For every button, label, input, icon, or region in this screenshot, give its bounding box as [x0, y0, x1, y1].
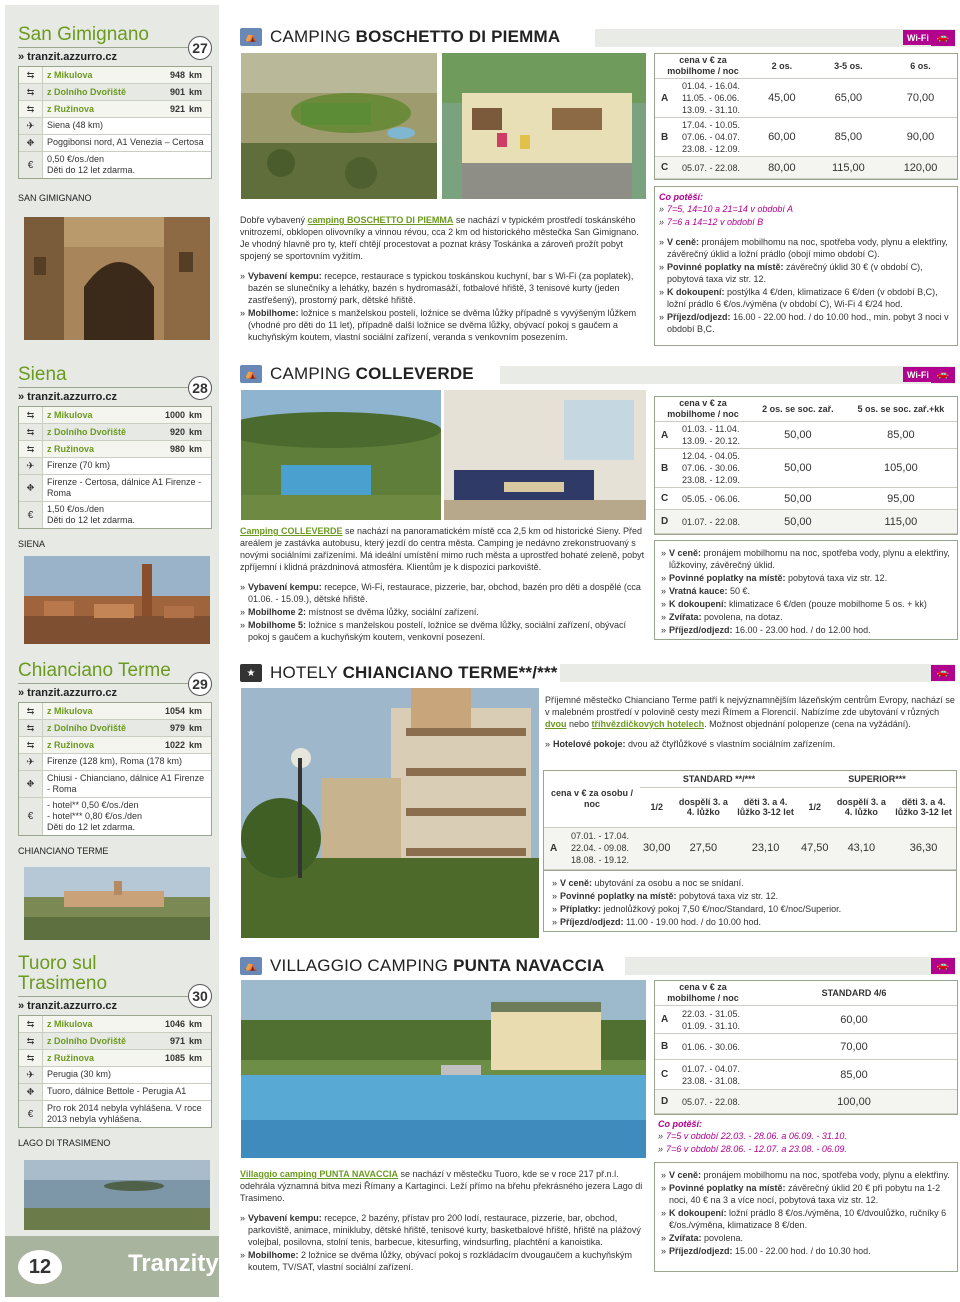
colleverde-pool-photo: [241, 390, 441, 520]
distance-table: [18, 66, 212, 179]
destination-website-link[interactable]: » tranzit.azzurro.cz: [18, 687, 118, 699]
season-dates: 05.07. - 22.08.: [679, 1090, 751, 1114]
car-icon: 🚗: [931, 30, 955, 46]
column-header: 2 os. se soc. zař.: [751, 397, 845, 422]
destination-name: Chianciano Terme: [18, 660, 188, 684]
kids-info: Děti do 12 let zdarma.: [47, 515, 136, 525]
origin-label: z Ružinova: [47, 444, 95, 454]
colleverde-description: Camping COLLEVERDE se nachází na panoramatickém místě cca 2,5 km od historické Sieny. Před areálem je zastávka autobusu, který jezdí do centra města. Camping je nedávno zrekonstruovaný s novými sociálními zařízeními. Má ideální umístění mimo ruch města a uprostřed bohaté zeleně, pobyt zpříjemní i klidná prázdninová atmosféra. Klientům je k dispozici parkoviště. » Vybavení kempu: recepce, Wi-Fi, restaurace, pizzerie, bar, obchod, bazén pro děti a dospělé (cca 01.06. - 15.09.), dětské hřiště. » Mobilhome 2: místnost se dvěma lůžky, sociální zařízení. » Mobilhome 5: ložnice s manželskou postelí, ložnice se dvěma lůžky, sociální zařízení, obývací pokoj s gaučem a kuchyňským koutem, venkovní posezení.: [240, 525, 646, 644]
section-title: VILLAGGIO CAMPING PUNTA NAVACCIA: [270, 956, 605, 975]
header-bar: [625, 957, 955, 975]
km-unit: km: [189, 70, 203, 80]
bus-icon: ⇆: [19, 407, 43, 424]
km-unit: km: [189, 723, 203, 733]
distance-value: 948: [169, 70, 185, 80]
destination-number-badge: 28: [188, 376, 212, 400]
destination-name: Tuoro sul Trasimeno: [18, 954, 188, 997]
boschetto-description: Dobře vybavený camping BOSCHETTO DI PIEMMA se nachází v typickém prostředí toskánského vnitrozemí, obklopen olivovníky a vinnou révou, cca 2 km od historického městečka San Gimignano. Je vhodný hlavně pro ty, kteří chtějí procestovat a poznat krásy Toskánka a zároveň prožít pobyt spojený se sportovním vyžitím. » Vybavení kempu: recepce, restaurace s typickou toskánskou kuchyní, bar s Wi-Fi (za poplatek), bazén se slunečníky a lehátky, bazén s hydromasáží, fotbalové hřiště, 3 tenisové kurty (jeden zastřešený), prostorný park, dětské hřiště. » Mobilhome: ložnice s manželskou postelí, ložnice se dvěma lůžky případně s vyvýšeným lůžkem (vhodné pro děti do 11 let), případně další ložnice se dvěma lůžky, obývací pokoj s gaučem a kuchyňským koutem, vlastní sociální zařízení, veranda s venkovním posezením.: [240, 214, 646, 344]
price-cell: 95,00: [845, 488, 957, 510]
nearest-city: Firenze (128 km), Roma (178 km): [43, 754, 211, 770]
euro-icon: €: [19, 1101, 43, 1127]
distance-value: 980: [169, 444, 185, 454]
price-cell: 60,00: [751, 118, 813, 157]
price-cell: 105,00: [845, 449, 957, 488]
origin-label: z Ružinova: [47, 1053, 95, 1063]
tax-info: 0,50 €/os./den: [47, 154, 105, 164]
destination-number-badge: 30: [188, 984, 212, 1008]
section-title: CAMPING BOSCHETTO DI PIEMMA: [270, 27, 561, 46]
car-icon: 🚗: [931, 665, 955, 681]
colleverde-interior-photo: [444, 390, 646, 520]
colleverde-info-box: » V ceně: pronájem mobilhomu na noc, spotřeba vody, plynu a elektřiny, lůžkoviny, závěrečný úklid. » Povinné poplatky na místě: pobytová taxa viz str. 12. » Vratná kauce: 50 €. » K dokoupení: klimatizace 6 €/den (pouze mobilhome 5 os. + kk) » Zvířata: povolena, na dotaz. » Příjezd/odjezd: 16.00 - 23.00 hod. / do 12.00 hod.: [654, 540, 958, 640]
destination-chianciano: [18, 660, 218, 856]
distance-value: 901: [169, 87, 185, 97]
price-cell: 85,00: [813, 118, 884, 157]
column-header: 6 os.: [884, 54, 957, 79]
price-table-punta-navaccia: [654, 980, 958, 1115]
tax-info: - hotel** 0,50 €/os./den: [47, 800, 139, 810]
bus-icon: ⇆: [19, 720, 43, 737]
section-header-punta-navaccia: [240, 955, 604, 977]
bus-icon: ⇆: [19, 84, 43, 101]
column-header: 3-5 os.: [813, 54, 884, 79]
kids-info: Děti do 12 let zdarma.: [47, 822, 136, 832]
distance-table: [18, 1015, 212, 1128]
price-cell: 47,50: [798, 827, 832, 869]
airport-icon: ✈: [19, 458, 43, 474]
wifi-badge: Wi-Fi: [903, 30, 933, 45]
price-cell: 23,10: [733, 827, 798, 869]
distance-value: 971: [169, 1036, 185, 1046]
section-header-colleverde: [240, 363, 474, 385]
season-category: C: [655, 488, 679, 510]
column-header: 1/2: [798, 787, 832, 827]
destination-number-badge: 27: [188, 36, 212, 60]
chianciano-photo: [24, 867, 210, 940]
price-cell: 85,00: [845, 422, 957, 449]
price-table-colleverde: [654, 396, 958, 535]
punta-navaccia-bonus: [658, 1118, 958, 1156]
destination-number-badge: 29: [188, 672, 212, 696]
price-cell: 50,00: [751, 510, 845, 534]
bonus-item: » 7=5, 14=10 a 21=14 v období A: [659, 203, 953, 215]
origin-label: z Dolního Dvořiště: [47, 723, 127, 733]
season-dates: 01.06. - 30.06.: [679, 1034, 751, 1060]
distance-value: 1054: [164, 706, 185, 716]
tax-info: 1,50 €/os./den: [47, 504, 105, 514]
price-cell: 120,00: [884, 157, 957, 179]
price-cell: 36,30: [891, 827, 956, 869]
distance-value: 1000: [164, 410, 185, 420]
season-category: B: [655, 449, 679, 488]
boschetto-aerial-photo: [241, 53, 437, 199]
season-dates: 07.01. - 17.04. 22.04. - 09.08. 18.08. - 19.12.: [568, 827, 640, 869]
punta-navaccia-info-box: » V ceně: pronájem mobilhomu na noc, spotřeba vody, plynu a elektřiny. » Povinné poplatky na místě: závěrečný úklid 20 € při pobytu na 1-2 noci, 40 € na 3 a více nocí, pobytová taxa viz str. 12. » K dokoupení: ložní prádlo 8 €/os./výměna, 10 €/dvoulůžko, ručníky 6 €/os./výměna, klimatizace 8 €/den. » Zvířata: povolena. » Příjezd/odjezd: 15.00 - 22.00 hod. / do 10.30 hod.: [654, 1162, 958, 1272]
season-category: C: [655, 1060, 679, 1090]
distance-value: 979: [169, 723, 185, 733]
section-header-boschetto: [240, 26, 560, 48]
season-dates: 01.07. - 22.08.: [679, 510, 751, 534]
price-cell: 43,10: [832, 827, 892, 869]
destination-name: Siena: [18, 364, 188, 388]
season-dates: 01.03. - 11.04. 13.09. - 20.12.: [679, 422, 751, 449]
photo-caption: LAGO DI TRASIMENO: [18, 1138, 111, 1148]
season-category: A: [544, 827, 568, 869]
km-unit: km: [189, 1036, 203, 1046]
km-unit: km: [189, 1053, 203, 1063]
bonus-item: » 7=6 a 14=12 v období B: [659, 216, 953, 228]
season-category: B: [655, 118, 679, 157]
route-info: Tuoro, dálnice Bettole - Perugia A1: [43, 1084, 211, 1100]
bonus-label: Co potěší:: [658, 1119, 702, 1129]
camping-icon: ⛺: [240, 365, 262, 383]
camping-icon: ⛺: [240, 957, 262, 975]
highway-icon: ⛖: [19, 475, 43, 501]
price-cell: 80,00: [751, 157, 813, 179]
table-header-label: cena v € za osobu / noc: [544, 771, 640, 827]
season-category: A: [655, 79, 679, 118]
bus-icon: ⇆: [19, 737, 43, 754]
km-unit: km: [189, 740, 203, 750]
header-bar: [560, 664, 955, 682]
destination-tuoro: [18, 954, 218, 1148]
bus-icon: ⇆: [19, 67, 43, 84]
price-cell: 115,00: [813, 157, 884, 179]
km-unit: km: [189, 1019, 203, 1029]
camping-link[interactable]: Camping COLLEVERDE: [240, 526, 343, 536]
origin-label: z Dolního Dvořiště: [47, 427, 127, 437]
season-category: D: [655, 510, 679, 534]
airport-icon: ✈: [19, 754, 43, 770]
price-cell: 50,00: [751, 488, 845, 510]
destination-san-gimignano: [18, 24, 218, 203]
car-icon: 🚗: [931, 958, 955, 974]
price-cell: 50,00: [751, 422, 845, 449]
table-header-label: cena v € za mobilhome / noc: [655, 397, 751, 422]
column-header: STANDARD 4/6: [751, 981, 957, 1006]
price-cell: 65,00: [813, 79, 884, 118]
destination-website-link[interactable]: » tranzit.azzurro.cz: [18, 391, 118, 403]
euro-icon: €: [19, 502, 43, 528]
tax-info: - hotel*** 0,80 €/os./den: [47, 811, 143, 821]
km-unit: km: [189, 104, 203, 114]
trasimeno-photo: [24, 1160, 210, 1230]
season-dates: 05.05. - 06.06.: [679, 488, 751, 510]
km-unit: km: [189, 444, 203, 454]
price-table-boschetto: [654, 53, 958, 180]
kids-info: Děti do 12 let zdarma.: [47, 165, 136, 175]
season-dates: 01.04. - 16.04. 11.05. - 06.06. 13.09. - 31.10.: [679, 79, 751, 118]
destination-siena: [18, 364, 218, 549]
destination-name: San Gimignano: [18, 24, 188, 48]
bus-icon: ⇆: [19, 703, 43, 720]
column-header: 5 os. se soc. zař.+kk: [845, 397, 957, 422]
km-unit: km: [189, 427, 203, 437]
euro-icon: €: [19, 152, 43, 178]
table-header-label: cena v € za mobilhome / noc: [655, 54, 751, 79]
column-group-header: SUPERIOR***: [798, 771, 956, 787]
origin-label: z Ružinova: [47, 104, 95, 114]
highway-icon: ⛖: [19, 1084, 43, 1100]
season-category: C: [655, 157, 679, 179]
km-unit: km: [189, 706, 203, 716]
price-cell: 70,00: [884, 79, 957, 118]
bus-icon: ⇆: [19, 1033, 43, 1050]
section-title: HOTELY CHIANCIANO TERME**/***: [270, 663, 558, 682]
column-header: 2 os.: [751, 54, 813, 79]
section-title: Tranzity: [128, 1250, 219, 1277]
distance-value: 1085: [164, 1053, 185, 1063]
chianciano-hotels-photo: [241, 688, 539, 938]
highway-icon: ⛖: [19, 135, 43, 151]
nearest-city: Firenze (70 km): [43, 458, 211, 474]
punta-navaccia-description: Villaggio camping PUNTA NAVACCIA se nachází v městečku Tuoro, kde se v roce 217 př.n.l. odehrála významná bitva mezi Římany a Kartaginci. Leží přímo na břehu překrásného jezera Lago di Trasimeno. » Vybavení kempu: recepce, 2 bazény, přístav pro 200 lodí, restaurace, pizzerie, bar, obchod, parkoviště, animace, minikluby, dětské hřiště, tenisové kurty, basketbalové hřiště, hřiště na plážový volejbal, posilovna, stolní tenis, barbecue, kitesurfing, windsurfing, plachtění a kanoistika. » Mobilhome: 2 ložnice se dvěma lůžky, obývací pokoj s rozkládacím dvougaučem a kuchyňským koutem, TV/SAT, vlastní sociální zařízení.: [240, 1168, 646, 1274]
photo-caption: SIENA: [18, 539, 46, 549]
season-category: A: [655, 422, 679, 449]
boschetto-mobilhome-photo: [442, 53, 646, 199]
distance-value: 1046: [164, 1019, 185, 1029]
origin-label: z Dolního Dvořiště: [47, 87, 127, 97]
san-gimignano-photo: [24, 217, 210, 340]
price-cell: 115,00: [845, 510, 957, 534]
season-dates: 12.04. - 04.05. 07.06. - 30.06. 23.08. - 12.09.: [679, 449, 751, 488]
camping-link[interactable]: camping BOSCHETTO DI PIEMMA: [307, 215, 454, 225]
bus-icon: ⇆: [19, 1016, 43, 1033]
route-info: Chiusi - Chianciano, dálnice A1 Firenze - Roma: [43, 771, 211, 797]
price-cell: 27,50: [674, 827, 734, 869]
column-group-header: STANDARD **/***: [640, 771, 798, 787]
car-icon: 🚗: [931, 367, 955, 383]
siena-photo: [24, 556, 210, 644]
bus-icon: ⇆: [19, 424, 43, 441]
header-bar: [595, 29, 955, 47]
price-cell: 60,00: [751, 1006, 957, 1034]
price-cell: 70,00: [751, 1034, 957, 1060]
price-cell: 90,00: [884, 118, 957, 157]
destination-website-link[interactable]: » tranzit.azzurro.cz: [18, 51, 118, 63]
section-title: CAMPING COLLEVERDE: [270, 364, 474, 383]
photo-caption: CHIANCIANO TERME: [18, 846, 109, 856]
column-header: děti 3. a 4. lůžko 3-12 let: [891, 787, 956, 827]
km-unit: km: [189, 87, 203, 97]
bus-icon: ⇆: [19, 101, 43, 118]
hotel-link[interactable]: dvou: [545, 719, 567, 729]
column-header: dospělí 3. a 4. lůžko: [832, 787, 892, 827]
header-bar: [500, 366, 955, 384]
bus-icon: ⇆: [19, 1050, 43, 1067]
highway-icon: ⛖: [19, 771, 43, 797]
chianciano-info-box: » V ceně: ubytování za osobu a noc se snídaní. » Povinné poplatky na místě: pobytová taxa viz str. 12. » Příplatky: jednolůžkový pokoj 7,50 €/noc/Standard, 10 €/noc/Superior. » Příjezd/odjezd: 11.00 - 19.00 hod. / do 10.00 hod.: [543, 870, 957, 932]
airport-icon: ✈: [19, 1067, 43, 1083]
season-dates: 05.07. - 22.08.: [679, 157, 751, 179]
chianciano-description: Příjemné městečko Chianciano Terme patří k nejvýznamnějším lázeňským centrům Evropy, nachází se v malebném prostředí v polovině cesty mezi Římem a Florencií. Nabízíme zde ubytování v různých dvou nebo tříhvězdičkových hotelech. Možnost objednání polopenze (cena na vyžádání). » Hotelové pokoje: dvou až čtyřlůžkové s vlastním sociálním zařízením.: [545, 694, 957, 751]
destination-website-link[interactable]: » tranzit.azzurro.cz: [18, 1000, 118, 1012]
wifi-badge: Wi-Fi: [903, 367, 933, 382]
distance-value: 921: [169, 104, 185, 114]
distance-value: 1022: [164, 740, 185, 750]
photo-caption: SAN GIMIGNANO: [18, 193, 92, 203]
distance-table: [18, 702, 212, 836]
season-dates: 01.07. - 04.07. 23.08. - 31.08.: [679, 1060, 751, 1090]
boschetto-info-box: Co potěší: » 7=5, 14=10 a 21=14 v období A » 7=6 a 14=12 v období B » V ceně: pronájem mobilhomu na noc, spotřeba vody, plynu a elektřiny, závěrečný úklid a ložní prádlo (obojí mimo období C). » Povinné poplatky na místě: závěrečný úklid 30 € (v období C), pobytová taxa viz str. 12. » K dokoupení: postýlka 4 €/den, klimatizace 6 €/den (v období B,C), ložní prádlo 6 €/os./výměna (v období C), Wi-Fi 4 €/24 hod. » Příjezd/odjezd: 16.00 - 22.00 hod. / do 10.00 hod., min. pobyt 3 noci v období B,C.: [654, 186, 958, 346]
nearest-city: Perugia (30 km): [43, 1067, 211, 1083]
origin-label: z Dolního Dvořiště: [47, 1036, 127, 1046]
season-category: D: [655, 1090, 679, 1114]
bonus-item: » 7=6 v období 28.06. - 12.07. a 23.08. - 06.09.: [658, 1143, 958, 1155]
column-header: dospělí 3. a 4. lůžko: [674, 787, 734, 827]
bonus-item: » 7=5 v období 22.03. - 28.06. a 06.09. - 31.10.: [658, 1130, 958, 1142]
punta-navaccia-pool-photo: [241, 980, 646, 1158]
camping-link[interactable]: Villaggio camping PUNTA NAVACCIA: [240, 1169, 399, 1179]
price-table-chianciano: [543, 770, 957, 871]
season-dates: 17.04. - 10.05. 07.06. - 04.07. 23.08. - 12.09.: [679, 118, 751, 157]
season-category: A: [655, 1006, 679, 1034]
camping-icon: ⛺: [240, 28, 262, 46]
page-number: 12: [18, 1250, 62, 1284]
section-header-chianciano: [240, 662, 558, 684]
bus-icon: ⇆: [19, 441, 43, 458]
table-header-label: cena v € za mobilhome / noc: [655, 981, 751, 1006]
route-info: Poggibonsi nord, A1 Venezia – Certosa: [43, 135, 211, 151]
price-cell: 50,00: [751, 449, 845, 488]
hotel-star-icon: ★: [240, 664, 262, 682]
tax-info: Pro rok 2014 nebyla vyhlášena. V roce 2013 nebyla vyhlášena.: [43, 1101, 211, 1127]
price-cell: 45,00: [751, 79, 813, 118]
hotel-link[interactable]: tříhvězdičkových hotelech: [591, 719, 705, 729]
origin-label: z Mikulova: [47, 70, 93, 80]
season-dates: 22.03. - 31.05. 01.09. - 31.10.: [679, 1006, 751, 1034]
origin-label: z Mikulova: [47, 1019, 93, 1029]
origin-label: z Mikulova: [47, 706, 93, 716]
distance-value: 920: [169, 427, 185, 437]
origin-label: z Ružinova: [47, 740, 95, 750]
price-cell: 85,00: [751, 1060, 957, 1090]
season-category: B: [655, 1034, 679, 1060]
airport-icon: ✈: [19, 118, 43, 134]
origin-label: z Mikulova: [47, 410, 93, 420]
column-header: děti 3. a 4. lůžko 3-12 let: [733, 787, 798, 827]
column-header: 1/2: [640, 787, 674, 827]
price-cell: 100,00: [751, 1090, 957, 1114]
price-cell: 30,00: [640, 827, 674, 869]
nearest-city: Siena (48 km): [43, 118, 211, 134]
distance-table: [18, 406, 212, 529]
euro-icon: €: [19, 798, 43, 835]
route-info: Firenze - Certosa, dálnice A1 Firenze - Roma: [43, 475, 211, 501]
km-unit: km: [189, 410, 203, 420]
bonus-label: Co potěší:: [659, 192, 703, 202]
